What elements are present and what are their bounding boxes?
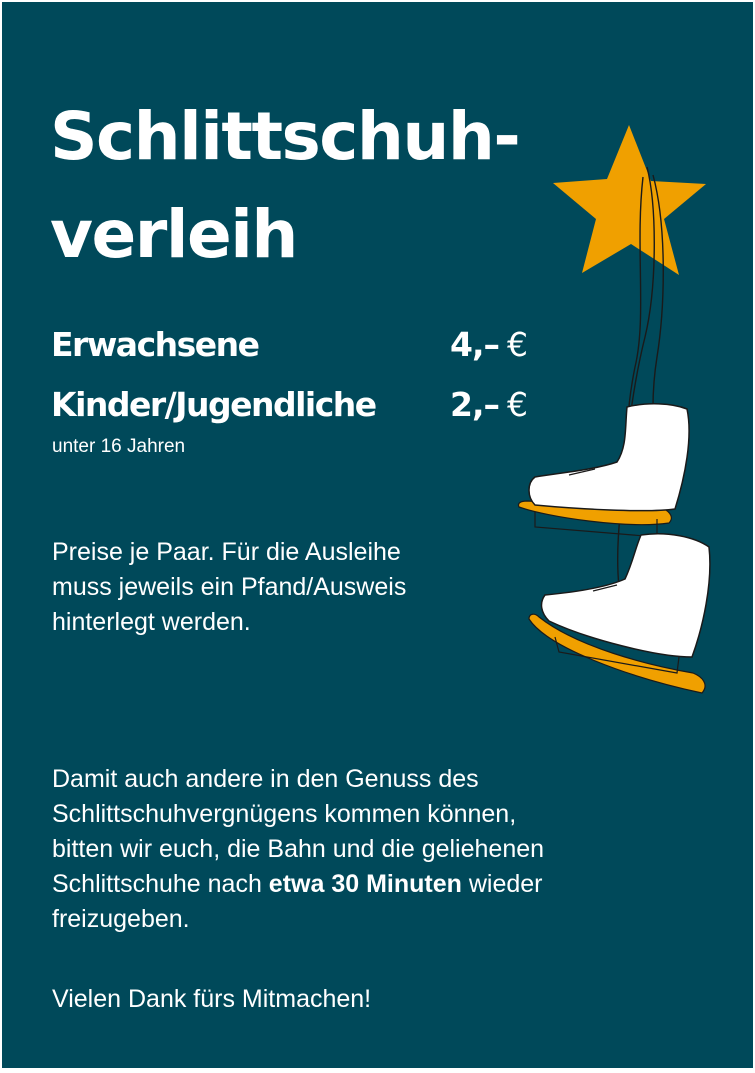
deposit-info [52,535,406,640]
adult-price-currency: € [507,325,527,364]
adult-price-amount: 4,– [450,325,499,364]
title-line-1: Schlittschuh- [50,98,520,175]
child-price-label: Kinder/Jugendliche [51,385,376,424]
page-title [50,88,519,284]
notice-time-limit: etwa 30 Minuten [268,870,462,898]
notice-line-2: Schlittschuhvergnügens kommen können, [52,800,517,828]
notice-line-4 [52,867,544,902]
notice-line-5: freizugeben. [52,905,190,933]
ice-skate-icon [518,404,689,537]
thanks-text: Vielen Dank fürs Mitmachen! [52,985,372,1013]
time-limit-notice [52,762,544,937]
deposit-info-line-1: Preise je Paar. Für die Ausleihe [52,538,401,566]
deposit-info-line-3: hinterlegt werden. [52,608,251,636]
notice-line-4-end: wieder [461,870,543,898]
title-line-2: verleih [50,196,297,273]
notice-line-4-start: Schlittschuhe nach [52,870,269,898]
notice-line-1: Damit auch andere in den Genuss des [52,765,479,793]
child-age-note: unter 16 Jahren [52,436,186,457]
star-icon [553,125,706,275]
adult-price-label: Erwachsene [51,325,259,364]
poster [2,2,753,1068]
notice-line-3: bitten wir euch, die Bahn und die geliehenen [52,835,545,863]
deposit-info-line-2: muss jeweils ein Pfand/Ausweis [52,573,407,601]
child-price-amount: 2,– [450,385,499,424]
child-price-currency: € [507,385,527,424]
ice-skate-icon-2 [529,534,710,693]
skates-illustration [507,117,722,707]
